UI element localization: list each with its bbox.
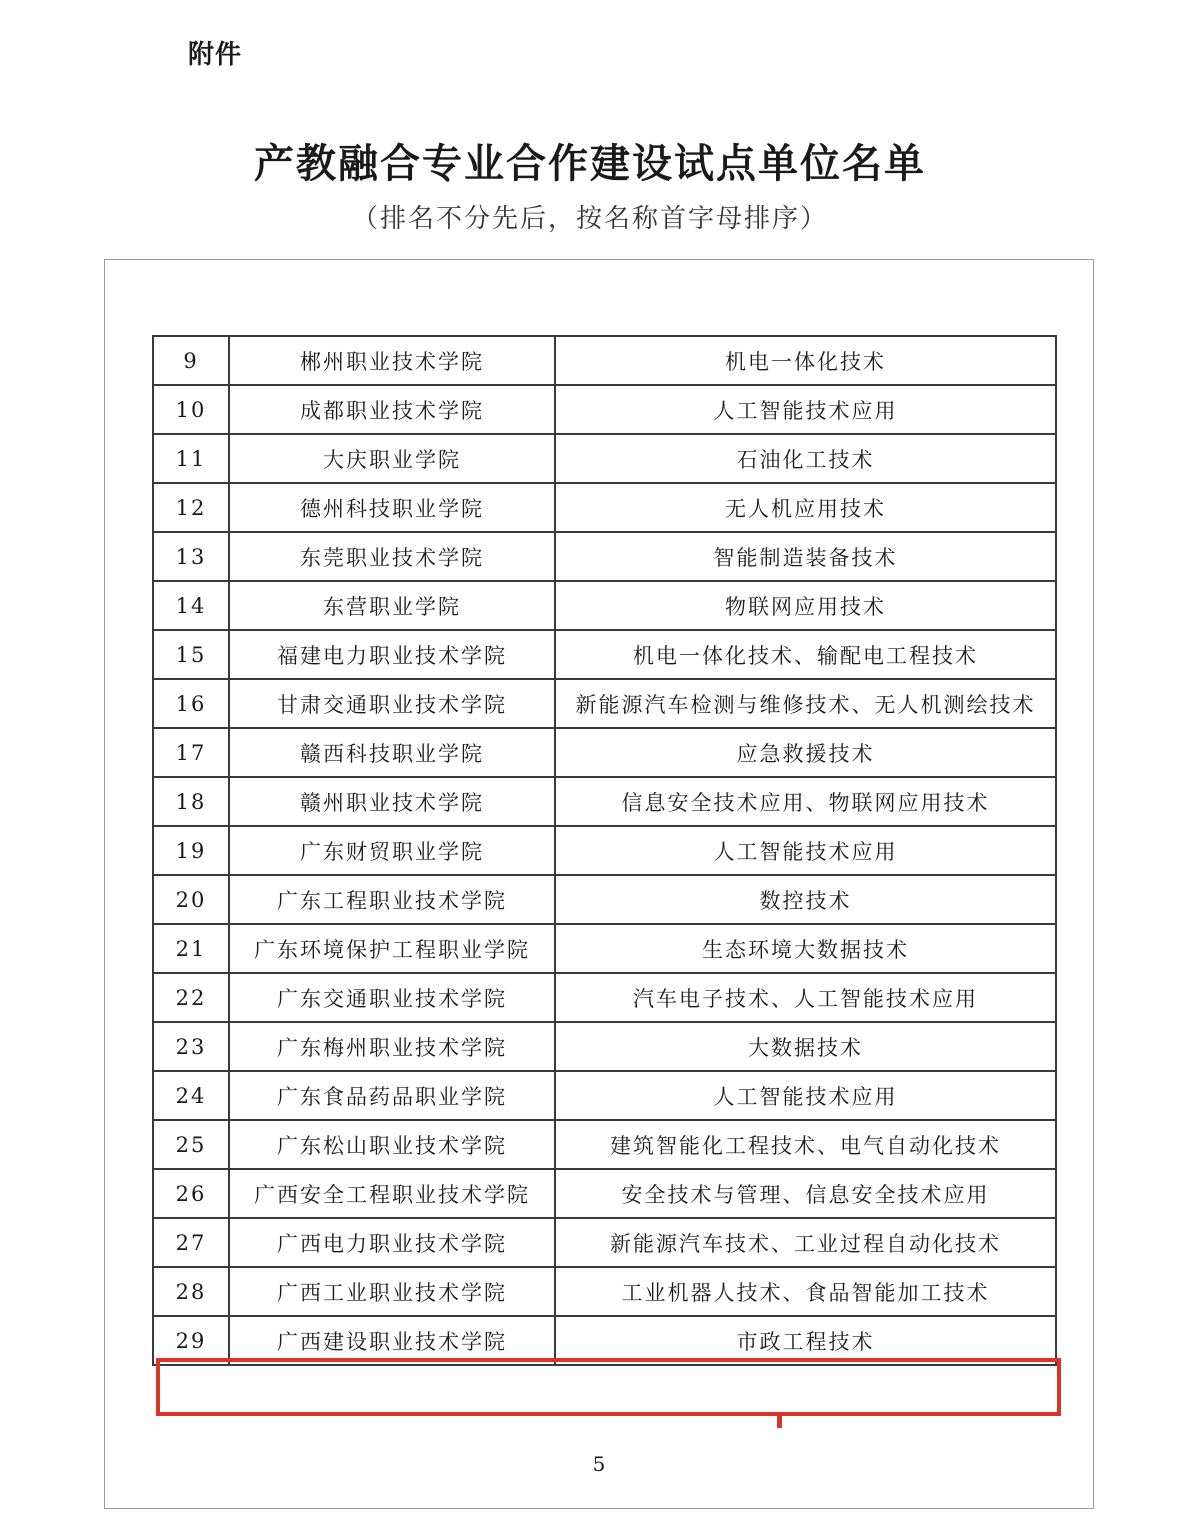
row-number-cell: 23 bbox=[153, 1022, 229, 1071]
table-row bbox=[153, 581, 1056, 630]
major-name-cell: 人工智能技术应用 bbox=[555, 1071, 1056, 1120]
school-name-cell: 东营职业学院 bbox=[229, 581, 555, 630]
row-number-cell: 18 bbox=[153, 777, 229, 826]
row-number-cell: 17 bbox=[153, 728, 229, 777]
major-name-cell: 信息安全技术应用、物联网应用技术 bbox=[555, 777, 1056, 826]
major-name-cell: 新能源汽车检测与维修技术、无人机测绘技术 bbox=[555, 679, 1056, 728]
table-row bbox=[153, 1218, 1056, 1267]
page-number: 5 bbox=[592, 1452, 606, 1476]
major-name-cell: 数控技术 bbox=[555, 875, 1056, 924]
row-number-cell: 20 bbox=[153, 875, 229, 924]
row-number-cell: 12 bbox=[153, 483, 229, 532]
major-name-cell: 人工智能技术应用 bbox=[555, 826, 1056, 875]
row-number-cell: 28 bbox=[153, 1267, 229, 1316]
school-name-cell: 广东食品药品职业学院 bbox=[229, 1071, 555, 1120]
row-number-cell: 24 bbox=[153, 1071, 229, 1120]
major-name-cell: 机电一体化技术、输配电工程技术 bbox=[555, 630, 1056, 679]
major-name-cell: 石油化工技术 bbox=[555, 434, 1056, 483]
table-row bbox=[153, 1071, 1056, 1120]
school-name-cell: 郴州职业技术学院 bbox=[229, 336, 555, 385]
school-name-cell: 广东梅州职业技术学院 bbox=[229, 1022, 555, 1071]
major-name-cell: 生态环境大数据技术 bbox=[555, 924, 1056, 973]
row-number-cell: 16 bbox=[153, 679, 229, 728]
school-name-cell: 广东财贸职业学院 bbox=[229, 826, 555, 875]
row-number-cell: 14 bbox=[153, 581, 229, 630]
highlight-mark bbox=[777, 1412, 782, 1428]
school-name-cell: 赣西科技职业学院 bbox=[229, 728, 555, 777]
major-name-cell: 无人机应用技术 bbox=[555, 483, 1056, 532]
table-row bbox=[153, 336, 1056, 385]
school-name-cell: 福建电力职业技术学院 bbox=[229, 630, 555, 679]
table-row bbox=[153, 630, 1056, 679]
major-name-cell: 人工智能技术应用 bbox=[555, 385, 1056, 434]
school-name-cell: 广西电力职业技术学院 bbox=[229, 1218, 555, 1267]
row-number-cell: 11 bbox=[153, 434, 229, 483]
table-row bbox=[153, 728, 1056, 777]
table-row bbox=[153, 483, 1056, 532]
school-name-cell: 德州科技职业学院 bbox=[229, 483, 555, 532]
table-row bbox=[153, 875, 1056, 924]
document-title: 产教融合专业合作建设试点单位名单 bbox=[254, 141, 926, 187]
major-name-cell: 汽车电子技术、人工智能技术应用 bbox=[555, 973, 1056, 1022]
table-row bbox=[153, 1267, 1056, 1316]
row-number-cell: 22 bbox=[153, 973, 229, 1022]
table-row bbox=[153, 679, 1056, 728]
major-name-cell: 物联网应用技术 bbox=[555, 581, 1056, 630]
row-number-cell: 15 bbox=[153, 630, 229, 679]
pilot-units-table bbox=[152, 335, 1057, 1366]
table-row bbox=[153, 1169, 1056, 1218]
school-name-cell: 广东环境保护工程职业学院 bbox=[229, 924, 555, 973]
school-name-cell: 广西建设职业技术学院 bbox=[229, 1316, 555, 1365]
highlight-box bbox=[156, 1358, 1061, 1416]
major-name-cell: 应急救援技术 bbox=[555, 728, 1056, 777]
school-name-cell: 大庆职业学院 bbox=[229, 434, 555, 483]
school-name-cell: 广西安全工程职业技术学院 bbox=[229, 1169, 555, 1218]
table-row bbox=[153, 385, 1056, 434]
document-subtitle: （排名不分先后，按名称首字母排序） bbox=[351, 204, 828, 234]
attachment-label: 附件 bbox=[188, 40, 243, 70]
row-number-cell: 25 bbox=[153, 1120, 229, 1169]
row-number-cell: 29 bbox=[153, 1316, 229, 1365]
major-name-cell: 大数据技术 bbox=[555, 1022, 1056, 1071]
school-name-cell: 广东工程职业技术学院 bbox=[229, 875, 555, 924]
major-name-cell: 工业机器人技术、食品智能加工技术 bbox=[555, 1267, 1056, 1316]
table-row bbox=[153, 826, 1056, 875]
row-number-cell: 26 bbox=[153, 1169, 229, 1218]
major-name-cell: 新能源汽车技术、工业过程自动化技术 bbox=[555, 1218, 1056, 1267]
row-number-cell: 27 bbox=[153, 1218, 229, 1267]
major-name-cell: 市政工程技术 bbox=[555, 1316, 1056, 1365]
row-number-cell: 21 bbox=[153, 924, 229, 973]
table-row bbox=[153, 924, 1056, 973]
school-name-cell: 赣州职业技术学院 bbox=[229, 777, 555, 826]
school-name-cell: 东莞职业技术学院 bbox=[229, 532, 555, 581]
school-name-cell: 广东交通职业技术学院 bbox=[229, 973, 555, 1022]
school-name-cell: 甘肃交通职业技术学院 bbox=[229, 679, 555, 728]
school-name-cell: 广西工业职业技术学院 bbox=[229, 1267, 555, 1316]
row-number-cell: 10 bbox=[153, 385, 229, 434]
table-row bbox=[153, 777, 1056, 826]
major-name-cell: 智能制造装备技术 bbox=[555, 532, 1056, 581]
table-row bbox=[153, 532, 1056, 581]
row-number-cell: 13 bbox=[153, 532, 229, 581]
major-name-cell: 机电一体化技术 bbox=[555, 336, 1056, 385]
major-name-cell: 建筑智能化工程技术、电气自动化技术 bbox=[555, 1120, 1056, 1169]
table-row bbox=[153, 1120, 1056, 1169]
table-row bbox=[153, 434, 1056, 483]
table-row bbox=[153, 1022, 1056, 1071]
row-number-cell: 9 bbox=[153, 336, 229, 385]
school-name-cell: 成都职业技术学院 bbox=[229, 385, 555, 434]
school-name-cell: 广东松山职业技术学院 bbox=[229, 1120, 555, 1169]
row-number-cell: 19 bbox=[153, 826, 229, 875]
major-name-cell: 安全技术与管理、信息安全技术应用 bbox=[555, 1169, 1056, 1218]
table-row bbox=[153, 973, 1056, 1022]
